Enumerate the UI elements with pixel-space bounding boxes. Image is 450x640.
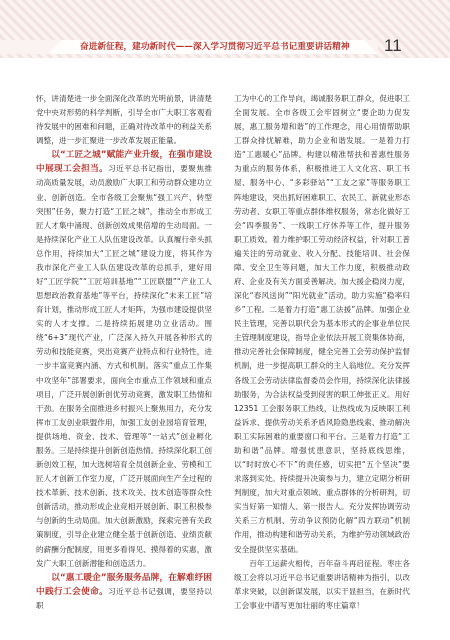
left-paragraph-1: 怀，讲清楚进一步全面深化改革的光明前景，讲清楚党中央对形势的科学判断，引导全市广大职工客观看待发展中的困难和问题，正确对待改革中的利益关系调整，进一步汇聚进一步改革发展正能量。 [36,94,212,146]
right-column [234,92,410,613]
section-heading-2: 以“惠工暖企”服务服务品牌，在解难纾困中践行工会使命。 [36,572,212,597]
left-paragraph-2 [36,148,212,570]
right-paragraph-1: 工为中心的工作导向，竭诚服务职工群众，促进职工全面发展。全市各级工会牢固树立“要企助力促发展，惠工服务增和谐”的工作理念，用心用情帮助职工群众排忧解难，助力企业和谐发展。一是着力打造“工惠暖心”品牌。构建以精准帮扶和普惠性服务为重点的服务体系，积极推进工人文化宫、职工书屋、服务中心、“多彩驿站”“工友之家”等服务职工阵地建设，突出抓好困难职工、农民工、新就业形态劳动者、女职工等重点群体维权服务，常态化做好工会“四季服务”、一线职工疗休养等工作，提升服务职工质效。着力维护职工劳动经济权益，针对职工普遍关注的劳动就业、收入分配、技能培训、社会保障、安全卫生等问题，加大工作力度，积极推动政府、企业及有关方面妥善解决。加大援企稳岗力度，深化“春风送岗”“阳光就业”活动，助力实施“稳率归乡”工程。二是着力打造“惠工法援”品牌。加强企业民主管理，完善以职代会为基本形式的企事业单位民主管理制度建设，指导企业依法开展工资集体协商，推动完善社会保障制度，健全完善工会劳动保护监督机制，进一步提高职工群众的主人翁地位。充分发挥各级工会劳动法律监督委员会作用，持续深化法律援助服务，为合法权益受到侵害的职工伸张正义。用好 12351 工会服务职工热线，让热线成为反映职工利益诉求、提供劳动关系矛盾风险隐患线索、推动解决职工实际困难的重要窗口和平台。三是着力打造“工助和谐”品牌。增强忧患意识，坚持底线思维，以“时时放心不下”的责任感，切实把“五个坚决”要求落到实处。持续提升决策参与力，建立定期分析研判制度，加大对重点领域、重点群体的分析研判，切实当好第一知情人、第一报告人。充分发挥协调劳动关系三方机制、劳动争议预防化解“四方联动”机制作用，推动构建和谐劳动关系，为维护劳动领域政治安全提供坚实基础。 [234,94,410,554]
left-paragraph-3 [36,571,212,613]
right-paragraph-2: 百年工运薪火相传，百年奋斗再启征程。枣庄各级工会将以习近平总书记重要讲话精神为指引，以改革求突破，以创新谋发展，以实干显担当，在新时代工会事业中谱写更加壮丽的枣庄篇章！ [234,558,410,610]
section-heading-1: 以“工匠之城”赋能产业升级，在强市建设中展现工会担当。 [36,150,212,175]
left-column [36,92,212,613]
section-body-2: 习近平总书记强调，要坚持以职 [36,586,212,610]
section-body-1: 习近平总书记指出，要聚焦推动高质量发展，动员激励广大职工和劳动群众建功立业、创新创造。全市各级工会聚焦“强工兴产、转型突围”任务，聚力打造“工匠之城”，推动全市形成工匠人才集中涌现、创新创效成果倍增的生动局面。一是持续深化产业工人队伍建设改革。认真履行牵头抓总作用，持续加大“工匠之城”建设力度，将其作为我市深化产业工人队伍建设改革的总抓手，建好用好“工匠学院”“工匠培训基地”“工匠联盟”“产业工人思想政治教育基地”等平台，持续深化“未来工匠”培育计划，推动形成工匠人才矩阵，为强市建设提供坚实的人才支撑。二是持续拓展建功立业活动。围绕“6+3”现代产业，广泛深入持久开展各种形式的劳动和技能竞赛，突出竞赛产业特点和行业特性，进一步丰富竞赛内涵、方式和机制。落实“重点工作集中攻坚年”部署要求，面向全市重点工作领域和重点项目，广泛开展创新创优劳动竞赛，激发职工热情和干劲。在服务全面推进乡村振兴上聚焦用力，充分发挥市工友创业联盟作用，加强工友创业园培育管理，提供场地、资金、技术、管理等“一站式”创业孵化服务。三是持续提升创新创造热情。持续深化职工创新创效工程，加大选树培育全员创新企业、劳模和工匠人才创新工作室力度，广泛开展面向生产全过程的技术革新、技术创新、技术攻关、技术创造等群众性创新活动，推动形成企业竞相开展创新、职工积极参与创新的生动局面。加大创新激励，探索完善有关政策制度，引导企业建立健全基于创新创造、业绩贡献的薪酬分配制度，用更多看得见、摸得着的实惠，激发广大职工创新潜能和创造活力。 [36,164,212,568]
header-title: 奋进新征程，建功新时代——深入学习贯彻习近平总书记重要讲话精神 [80,42,350,52]
page-header [0,0,450,58]
page-number: 11 [384,36,402,55]
